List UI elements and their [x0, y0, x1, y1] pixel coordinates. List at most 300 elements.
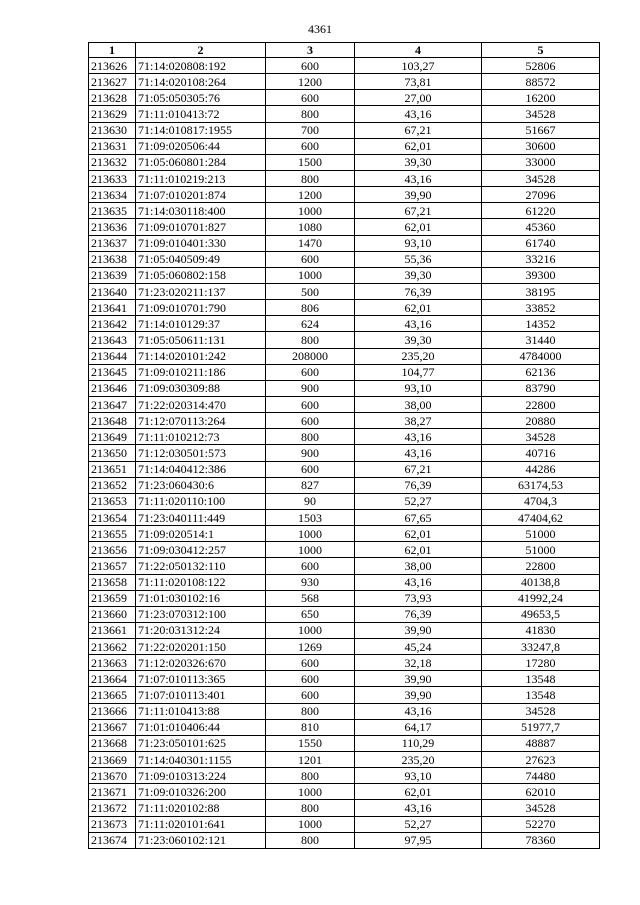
cadastral-number-cell: 71:23:070312:100 [136, 606, 266, 622]
table-row [89, 364, 600, 380]
value-cell: 51977,7 [482, 719, 600, 735]
table-row [89, 574, 600, 590]
area-cell: 600 [266, 396, 355, 412]
row-number-cell: 213645 [89, 364, 136, 380]
value-cell: 78360 [482, 832, 600, 848]
area-cell: 800 [266, 832, 355, 848]
rate-cell: 52,27 [355, 816, 482, 832]
cadastral-number-cell: 71:14:010129:37 [136, 316, 266, 332]
table-row [89, 332, 600, 348]
rate-cell: 104,77 [355, 364, 482, 380]
row-number-cell: 213634 [89, 187, 136, 203]
value-cell: 33000 [482, 154, 600, 170]
area-cell: 600 [266, 58, 355, 74]
row-number-cell: 213646 [89, 380, 136, 396]
rate-cell: 110,29 [355, 735, 482, 751]
row-number-cell: 213630 [89, 122, 136, 138]
row-number-cell: 213656 [89, 542, 136, 558]
table-row [89, 235, 600, 251]
cadastral-number-cell: 71:05:060801:284 [136, 154, 266, 170]
rate-cell: 43,16 [355, 316, 482, 332]
cadastral-number-cell: 71:14:040301:1155 [136, 752, 266, 768]
value-cell: 4704,3 [482, 493, 600, 509]
rate-cell: 93,10 [355, 768, 482, 784]
value-cell: 33216 [482, 251, 600, 267]
area-cell: 1000 [266, 816, 355, 832]
cadastral-number-cell: 71:11:020102:88 [136, 800, 266, 816]
value-cell: 62136 [482, 364, 600, 380]
rate-cell: 39,30 [355, 154, 482, 170]
cadastral-number-cell: 71:05:050305:76 [136, 90, 266, 106]
area-cell: 1000 [266, 526, 355, 542]
area-cell: 600 [266, 558, 355, 574]
area-cell: 800 [266, 332, 355, 348]
cadastral-number-cell: 71:07:010113:365 [136, 671, 266, 687]
rate-cell: 62,01 [355, 300, 482, 316]
value-cell: 88572 [482, 74, 600, 90]
area-cell: 1000 [266, 622, 355, 638]
row-number-cell: 213658 [89, 574, 136, 590]
cadastral-number-cell: 71:01:030102:16 [136, 590, 266, 606]
value-cell: 33852 [482, 300, 600, 316]
row-number-cell: 213655 [89, 526, 136, 542]
cadastral-number-cell: 71:05:060802:158 [136, 267, 266, 283]
column-header: 4 [355, 43, 482, 58]
cadastral-number-cell: 71:22:050132:110 [136, 558, 266, 574]
row-number-cell: 213652 [89, 477, 136, 493]
page-number: 4361 [308, 22, 332, 36]
rate-cell: 38,00 [355, 396, 482, 412]
area-cell: 208000 [266, 348, 355, 364]
value-cell: 34528 [482, 106, 600, 122]
row-number-cell: 213636 [89, 219, 136, 235]
table-body [89, 58, 600, 849]
table-row [89, 832, 600, 848]
area-cell: 800 [266, 106, 355, 122]
value-cell: 17280 [482, 655, 600, 671]
row-number-cell: 213644 [89, 348, 136, 364]
table-row [89, 283, 600, 299]
row-number-cell: 213672 [89, 800, 136, 816]
cadastral-number-cell: 71:12:030501:573 [136, 445, 266, 461]
area-cell: 600 [266, 461, 355, 477]
cadastral-number-cell: 71:09:020514:1 [136, 526, 266, 542]
rate-cell: 43,16 [355, 703, 482, 719]
value-cell: 33247,8 [482, 639, 600, 655]
area-cell: 600 [266, 671, 355, 687]
area-cell: 1201 [266, 752, 355, 768]
table-row [89, 348, 600, 364]
table-row [89, 300, 600, 316]
rate-cell: 39,90 [355, 187, 482, 203]
row-number-cell: 213647 [89, 396, 136, 412]
rate-cell: 43,16 [355, 170, 482, 186]
table-row [89, 187, 600, 203]
table-row [89, 138, 600, 154]
cadastral-number-cell: 71:05:040509:49 [136, 251, 266, 267]
cadastral-number-cell: 71:23:050101:625 [136, 735, 266, 751]
value-cell: 44286 [482, 461, 600, 477]
row-number-cell: 213674 [89, 832, 136, 848]
rate-cell: 43,16 [355, 445, 482, 461]
row-number-cell: 213668 [89, 735, 136, 751]
value-cell: 40138,8 [482, 574, 600, 590]
cadastral-number-cell: 71:22:020201:150 [136, 639, 266, 655]
table-row [89, 542, 600, 558]
cadastral-number-cell: 71:12:020326:670 [136, 655, 266, 671]
rate-cell: 39,90 [355, 671, 482, 687]
value-cell: 63174,53 [482, 477, 600, 493]
area-cell: 1080 [266, 219, 355, 235]
rate-cell: 67,65 [355, 509, 482, 525]
rate-cell: 235,20 [355, 752, 482, 768]
row-number-cell: 213629 [89, 106, 136, 122]
rate-cell: 39,30 [355, 267, 482, 283]
table-row [89, 655, 600, 671]
cadastral-number-cell: 71:11:010212:73 [136, 429, 266, 445]
value-cell: 20880 [482, 413, 600, 429]
rate-cell: 39,30 [355, 332, 482, 348]
row-number-cell: 213637 [89, 235, 136, 251]
area-cell: 1550 [266, 735, 355, 751]
cadastral-number-cell: 71:14:020101:242 [136, 348, 266, 364]
value-cell: 14352 [482, 316, 600, 332]
row-number-cell: 213631 [89, 138, 136, 154]
rate-cell: 67,21 [355, 203, 482, 219]
cadastral-number-cell: 71:09:030309:88 [136, 380, 266, 396]
table-row [89, 219, 600, 235]
value-cell: 49653,5 [482, 606, 600, 622]
table-row [89, 816, 600, 832]
value-cell: 51000 [482, 526, 600, 542]
row-number-cell: 213673 [89, 816, 136, 832]
row-number-cell: 213660 [89, 606, 136, 622]
cadastral-number-cell: 71:20:031312:24 [136, 622, 266, 638]
table-row [89, 493, 600, 509]
value-cell: 13548 [482, 671, 600, 687]
rate-cell: 52,27 [355, 493, 482, 509]
cadastral-number-cell: 71:11:020108:122 [136, 574, 266, 590]
row-number-cell: 213664 [89, 671, 136, 687]
area-cell: 600 [266, 251, 355, 267]
area-cell: 90 [266, 493, 355, 509]
value-cell: 45360 [482, 219, 600, 235]
area-cell: 1200 [266, 187, 355, 203]
cadastral-number-cell: 71:14:010817:1955 [136, 122, 266, 138]
table-row [89, 509, 600, 525]
table-row [89, 590, 600, 606]
row-number-cell: 213650 [89, 445, 136, 461]
row-number-cell: 213638 [89, 251, 136, 267]
rate-cell: 43,16 [355, 106, 482, 122]
table-header [89, 43, 600, 58]
table-row [89, 703, 600, 719]
rate-cell: 43,16 [355, 574, 482, 590]
table-row [89, 526, 600, 542]
value-cell: 22800 [482, 558, 600, 574]
row-number-cell: 213633 [89, 170, 136, 186]
table-row [89, 74, 600, 90]
area-cell: 600 [266, 655, 355, 671]
cadastral-number-cell: 71:14:030118:400 [136, 203, 266, 219]
area-cell: 800 [266, 703, 355, 719]
cadastral-number-cell: 71:11:020101:641 [136, 816, 266, 832]
cadastral-number-cell: 71:23:060102:121 [136, 832, 266, 848]
table-row [89, 558, 600, 574]
rate-cell: 39,90 [355, 687, 482, 703]
cadastral-number-cell: 71:14:020108:264 [136, 74, 266, 90]
cadastral-number-cell: 71:11:010413:88 [136, 703, 266, 719]
row-number-cell: 213643 [89, 332, 136, 348]
row-number-cell: 213654 [89, 509, 136, 525]
rate-cell: 73,81 [355, 74, 482, 90]
value-cell: 48887 [482, 735, 600, 751]
area-cell: 800 [266, 170, 355, 186]
row-number-cell: 213627 [89, 74, 136, 90]
rate-cell: 38,00 [355, 558, 482, 574]
cadastral-number-cell: 71:11:010413:72 [136, 106, 266, 122]
table-row [89, 687, 600, 703]
cadastral-number-cell: 71:11:020110:100 [136, 493, 266, 509]
area-cell: 500 [266, 283, 355, 299]
area-cell: 800 [266, 429, 355, 445]
value-cell: 27096 [482, 187, 600, 203]
value-cell: 51667 [482, 122, 600, 138]
table-row [89, 477, 600, 493]
value-cell: 38195 [482, 283, 600, 299]
table-row [89, 267, 600, 283]
cadastral-number-cell: 71:07:010201:874 [136, 187, 266, 203]
value-cell: 52270 [482, 816, 600, 832]
rate-cell: 62,01 [355, 542, 482, 558]
table-row [89, 768, 600, 784]
rate-cell: 62,01 [355, 526, 482, 542]
area-cell: 827 [266, 477, 355, 493]
cadastral-number-cell: 71:01:010406:44 [136, 719, 266, 735]
rate-cell: 76,39 [355, 283, 482, 299]
rate-cell: 103,27 [355, 58, 482, 74]
row-number-cell: 213648 [89, 413, 136, 429]
value-cell: 41992,24 [482, 590, 600, 606]
area-cell: 800 [266, 768, 355, 784]
cadastral-number-cell: 71:14:040412:386 [136, 461, 266, 477]
rate-cell: 97,95 [355, 832, 482, 848]
area-cell: 930 [266, 574, 355, 590]
area-cell: 1503 [266, 509, 355, 525]
table-row [89, 671, 600, 687]
cadastral-number-cell: 71:05:050611:131 [136, 332, 266, 348]
table-row [89, 413, 600, 429]
cadastral-number-cell: 71:09:010211:186 [136, 364, 266, 380]
table-row [89, 445, 600, 461]
rate-cell: 235,20 [355, 348, 482, 364]
table-row [89, 90, 600, 106]
cadastral-number-cell: 71:09:020506:44 [136, 138, 266, 154]
value-cell: 34528 [482, 703, 600, 719]
column-header: 2 [136, 43, 266, 58]
row-number-cell: 213641 [89, 300, 136, 316]
row-number-cell: 213657 [89, 558, 136, 574]
column-header: 3 [266, 43, 355, 58]
value-cell: 40716 [482, 445, 600, 461]
rate-cell: 93,10 [355, 380, 482, 396]
row-number-cell: 213670 [89, 768, 136, 784]
row-number-cell: 213642 [89, 316, 136, 332]
area-cell: 800 [266, 800, 355, 816]
area-cell: 700 [266, 122, 355, 138]
value-cell: 62010 [482, 784, 600, 800]
row-number-cell: 213662 [89, 639, 136, 655]
row-number-cell: 213663 [89, 655, 136, 671]
cadastral-number-cell: 71:09:030412:257 [136, 542, 266, 558]
rate-cell: 43,16 [355, 429, 482, 445]
row-number-cell: 213667 [89, 719, 136, 735]
rate-cell: 32,18 [355, 655, 482, 671]
table-row [89, 154, 600, 170]
row-number-cell: 213635 [89, 203, 136, 219]
rate-cell: 67,21 [355, 461, 482, 477]
rate-cell: 73,93 [355, 590, 482, 606]
table-row [89, 380, 600, 396]
cadastral-number-cell: 71:23:060430:6 [136, 477, 266, 493]
row-number-cell: 213653 [89, 493, 136, 509]
cadastral-number-cell: 71:11:010219:213 [136, 170, 266, 186]
cadastral-number-cell: 71:12:070113:264 [136, 413, 266, 429]
value-cell: 16200 [482, 90, 600, 106]
table-row [89, 800, 600, 816]
row-number-cell: 213651 [89, 461, 136, 477]
cadastral-number-cell: 71:09:010401:330 [136, 235, 266, 251]
rate-cell: 62,01 [355, 784, 482, 800]
area-cell: 810 [266, 719, 355, 735]
data-table [88, 42, 600, 849]
area-cell: 600 [266, 138, 355, 154]
table-row [89, 752, 600, 768]
area-cell: 600 [266, 90, 355, 106]
column-header: 1 [89, 43, 136, 58]
table-row [89, 170, 600, 186]
table-row [89, 622, 600, 638]
area-cell: 1000 [266, 267, 355, 283]
rate-cell: 64,17 [355, 719, 482, 735]
value-cell: 61740 [482, 235, 600, 251]
area-cell: 1000 [266, 784, 355, 800]
rate-cell: 38,27 [355, 413, 482, 429]
cadastral-number-cell: 71:07:010113:401 [136, 687, 266, 703]
column-header: 5 [482, 43, 600, 58]
rate-cell: 67,21 [355, 122, 482, 138]
table-row [89, 606, 600, 622]
cadastral-number-cell: 71:09:010701:790 [136, 300, 266, 316]
area-cell: 568 [266, 590, 355, 606]
area-cell: 806 [266, 300, 355, 316]
table-row [89, 461, 600, 477]
rate-cell: 39,90 [355, 622, 482, 638]
value-cell: 34528 [482, 800, 600, 816]
value-cell: 39300 [482, 267, 600, 283]
area-cell: 1200 [266, 74, 355, 90]
row-number-cell: 213666 [89, 703, 136, 719]
rate-cell: 62,01 [355, 219, 482, 235]
area-cell: 600 [266, 687, 355, 703]
cadastral-number-cell: 71:09:010701:827 [136, 219, 266, 235]
table-row [89, 58, 600, 74]
table-row [89, 735, 600, 751]
value-cell: 31440 [482, 332, 600, 348]
area-cell: 900 [266, 445, 355, 461]
area-cell: 1000 [266, 542, 355, 558]
table-row [89, 639, 600, 655]
row-number-cell: 213639 [89, 267, 136, 283]
row-number-cell: 213665 [89, 687, 136, 703]
row-number-cell: 213626 [89, 58, 136, 74]
row-number-cell: 213669 [89, 752, 136, 768]
row-number-cell: 213632 [89, 154, 136, 170]
value-cell: 61220 [482, 203, 600, 219]
rate-cell: 45,24 [355, 639, 482, 655]
value-cell: 47404,62 [482, 509, 600, 525]
value-cell: 30600 [482, 138, 600, 154]
table-row [89, 316, 600, 332]
cadastral-number-cell: 71:23:020211:137 [136, 283, 266, 299]
cadastral-number-cell: 71:23:040111:449 [136, 509, 266, 525]
row-number-cell: 213671 [89, 784, 136, 800]
rate-cell: 27,00 [355, 90, 482, 106]
area-cell: 1470 [266, 235, 355, 251]
rate-cell: 76,39 [355, 606, 482, 622]
rate-cell: 43,16 [355, 800, 482, 816]
value-cell: 52806 [482, 58, 600, 74]
table-row [89, 429, 600, 445]
table-row [89, 784, 600, 800]
area-cell: 624 [266, 316, 355, 332]
row-number-cell: 213649 [89, 429, 136, 445]
cadastral-number-cell: 71:09:010326:200 [136, 784, 266, 800]
value-cell: 34528 [482, 170, 600, 186]
rate-cell: 76,39 [355, 477, 482, 493]
header-row [89, 43, 600, 58]
table-row [89, 251, 600, 267]
rate-cell: 55,36 [355, 251, 482, 267]
area-cell: 1269 [266, 639, 355, 655]
row-number-cell: 213661 [89, 622, 136, 638]
value-cell: 74480 [482, 768, 600, 784]
table-row [89, 396, 600, 412]
area-cell: 1000 [266, 203, 355, 219]
value-cell: 22800 [482, 396, 600, 412]
row-number-cell: 213628 [89, 90, 136, 106]
cadastral-number-cell: 71:14:020808:192 [136, 58, 266, 74]
area-cell: 900 [266, 380, 355, 396]
table-row [89, 203, 600, 219]
table-row [89, 719, 600, 735]
value-cell: 41830 [482, 622, 600, 638]
area-cell: 650 [266, 606, 355, 622]
rate-cell: 93,10 [355, 235, 482, 251]
area-cell: 600 [266, 364, 355, 380]
table-row [89, 106, 600, 122]
value-cell: 13548 [482, 687, 600, 703]
cadastral-number-cell: 71:09:010313:224 [136, 768, 266, 784]
value-cell: 51000 [482, 542, 600, 558]
value-cell: 27623 [482, 752, 600, 768]
table-row [89, 122, 600, 138]
value-cell: 4784000 [482, 348, 600, 364]
cadastral-number-cell: 71:22:020314:470 [136, 396, 266, 412]
row-number-cell: 213640 [89, 283, 136, 299]
value-cell: 34528 [482, 429, 600, 445]
row-number-cell: 213659 [89, 590, 136, 606]
